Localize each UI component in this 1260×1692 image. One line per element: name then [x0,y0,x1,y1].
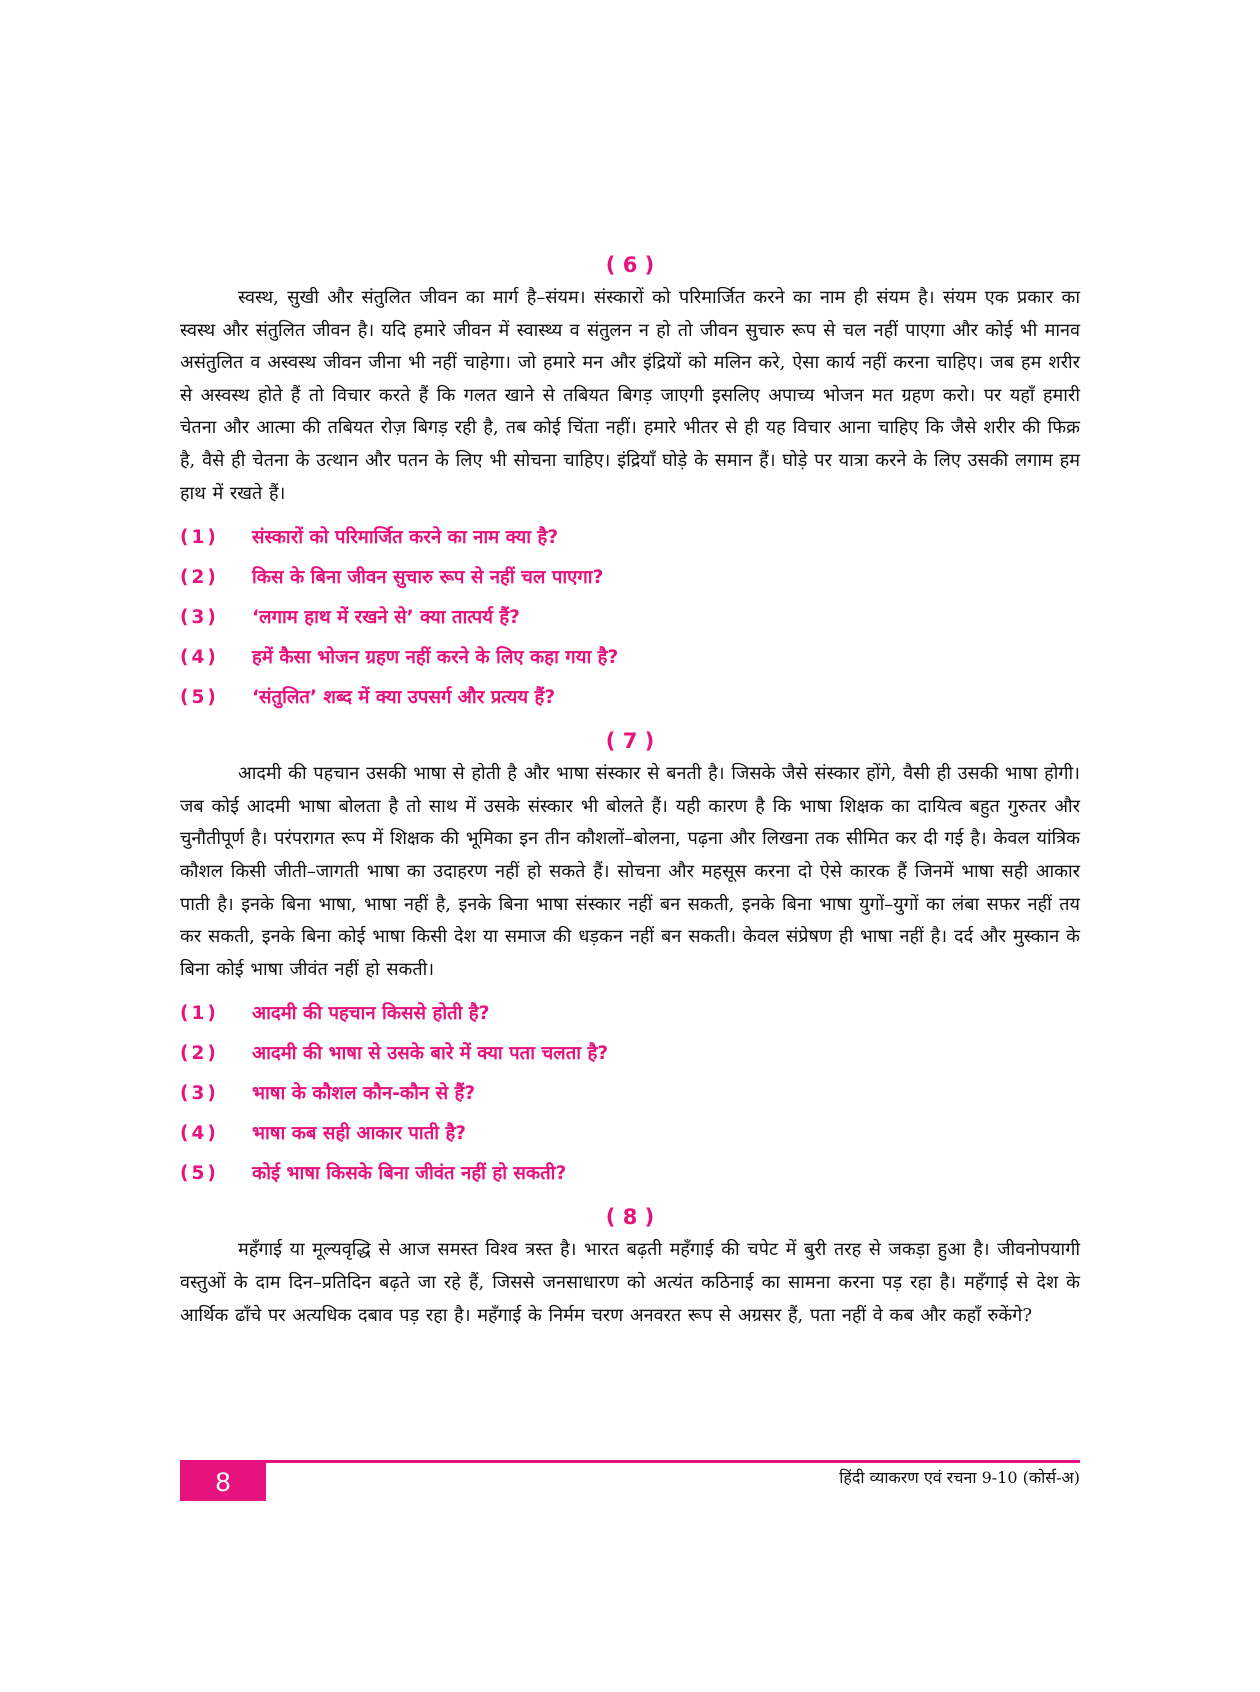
page-number: 8 [180,1463,266,1501]
question-text: ‘लगाम हाथ में रखने से’ क्या तात्पर्य हैं? [252,607,520,629]
question-number: (2) [180,567,219,589]
passage-number: ( 7 ) [605,729,655,754]
question-text: संस्कारों को परिमार्जित करने का नाम क्या है? [252,527,559,549]
page-content [180,248,1080,1332]
question-number: (1) [180,1003,219,1025]
question-item [180,1074,1080,1114]
footer-divider [180,1460,1080,1463]
question-item [180,598,1080,638]
passage-text: स्वस्थ, सुखी और संतुलित जीवन का मार्ग है–संयम। संस्कारों को परिमार्जित करने का नाम ही संयम है। संयम एक प्रकार का स्वस्थ और संतुलित जीवन है। यदि हमारे जीवन में स्वास्थ्य व संतुलन न हो तो जीवन सुचारु रूप से चल नहीं पाएगा और कोई भी मानव असंतुलित व अस्वस्थ जीवन जीना भी नहीं चाहेगा। जो हमारे मन और इंद्रियों को मलिन करे, ऐसा कार्य नहीं करना चाहिए। जब हम शरीर से अस्वस्थ होते हैं तो विचार करते हैं कि गलत खाने से तबियत बिगड़ जाएगी इसलिए अपाच्य भोजन मत ग्रहण करो। पर यहाँ हमारी चेतना और आत्मा की तबियत रोज़ बिगड़ रही है, तब कोई चिंता नहीं। हमारे भीतर से ही यह विचार आना चाहिए कि जैसे शरीर की फिक्र है, वैसे ही चेतना के उत्थान और पतन के लिए भी सोचना चाहिए। इंद्रियाँ घोड़े के समान हैं। घोड़े पर यात्रा करने के लिए उसकी लगाम हम हाथ में रखते हैं। [180,287,1080,504]
question-item [180,558,1080,598]
question-text: किस के बिना जीवन सुचारु रूप से नहीं चल पाएगा? [252,567,604,589]
passage-number: ( 8 ) [605,1205,655,1230]
question-item [180,678,1080,718]
question-item [180,1114,1080,1154]
question-text: आदमी की पहचान किससे होती है? [252,1003,490,1025]
question-text: भाषा के कौशल कौन-कौन से हैं? [252,1083,476,1105]
question-number: (1) [180,527,219,549]
question-number: (3) [180,607,219,629]
question-text: कोई भाषा किसके बिना जीवंत नहीं हो सकती? [252,1163,567,1185]
question-number: (2) [180,1043,219,1065]
passage-text: महँगाई या मूल्यवृद्धि से आज समस्त विश्व त्रस्त है। भारत बढ़ती महँगाई की चपेट में बुरी तरह से जकड़ा हुआ है। जीवनोपयागी वस्तुओं के दाम दिन–प्रतिदिन बढ़ते जा रहे हैं, जिससे जनसाधारण को अत्यंत कठिनाई का सामना करना पड़ रहा है। महँगाई से देश के आर्थिक ढाँचे पर अत्यधिक दबाव पड़ रहा है। महँगाई के निर्मम चरण अनवरत रूप से अग्रसर हैं, पता नहीं वे कब और कहाँ रुकेंगे? [180,1239,1080,1326]
question-list [180,994,1080,1194]
passage-8 [180,1200,1080,1332]
question-number: (3) [180,1083,219,1105]
book-title: हिंदी व्याकरण एवं रचना 9-10 (कोर्स-अ) [839,1468,1080,1487]
question-number: (5) [180,1163,219,1185]
question-item [180,994,1080,1034]
passage-text: आदमी की पहचान उसकी भाषा से होती है और भाषा संस्कार से बनती है। जिसके जैसे संस्कार होंगे, वैसी ही उसकी भाषा होगी। जब कोई आदमी भाषा बोलता है तो साथ में उसके संस्कार भी बोलते हैं। यही कारण है कि भाषा शिक्षक का दायित्व बहुत गुरुतर और चुनौतीपूर्ण है। परंपरागत रूप में शिक्षक की भूमिका इन तीन कौशलों–बोलना, पढ़ना और लिखना तक सीमित कर दी गई है। केवल यांत्रिक कौशल किसी जीती–जागती भाषा का उदाहरण नहीं हो सकते हैं। सोचना और महसूस करना दो ऐसे कारक हैं जिनमें भाषा सही आकार पाती है। इनके बिना भाषा, भाषा नहीं है, इनके बिना भाषा संस्कार नहीं बन सकती, इनके बिना भाषा युगों–युगों का लंबा सफर नहीं तय कर सकती, इनके बिना कोई भाषा किसी देश या समाज की धड़कन नहीं बन सकती। केवल संप्रेषण ही भाषा नहीं है। दर्द और मुस्कान के बिना कोई भाषा जीवंत नहीं हो सकती। [180,763,1080,980]
question-number: (4) [180,647,219,669]
passage-number: ( 6 ) [605,253,655,277]
passage-6 [180,248,1080,718]
question-text: भाषा कब सही आकार पाती है? [252,1123,467,1145]
question-text: आदमी की भाषा से उसके बारे में क्या पता चलता है? [252,1043,609,1065]
question-item [180,1154,1080,1194]
question-number: (5) [180,687,219,709]
question-item [180,518,1080,558]
passage-7 [180,724,1080,1194]
question-list [180,518,1080,718]
question-number: (4) [180,1123,219,1145]
question-text: ‘संतुलित’ शब्द में क्या उपसर्ग और प्रत्यय हैं? [252,687,556,709]
question-text: हमें कैसा भोजन ग्रहण नहीं करने के लिए कहा गया है? [252,647,619,669]
question-item [180,1034,1080,1074]
question-item [180,638,1080,678]
